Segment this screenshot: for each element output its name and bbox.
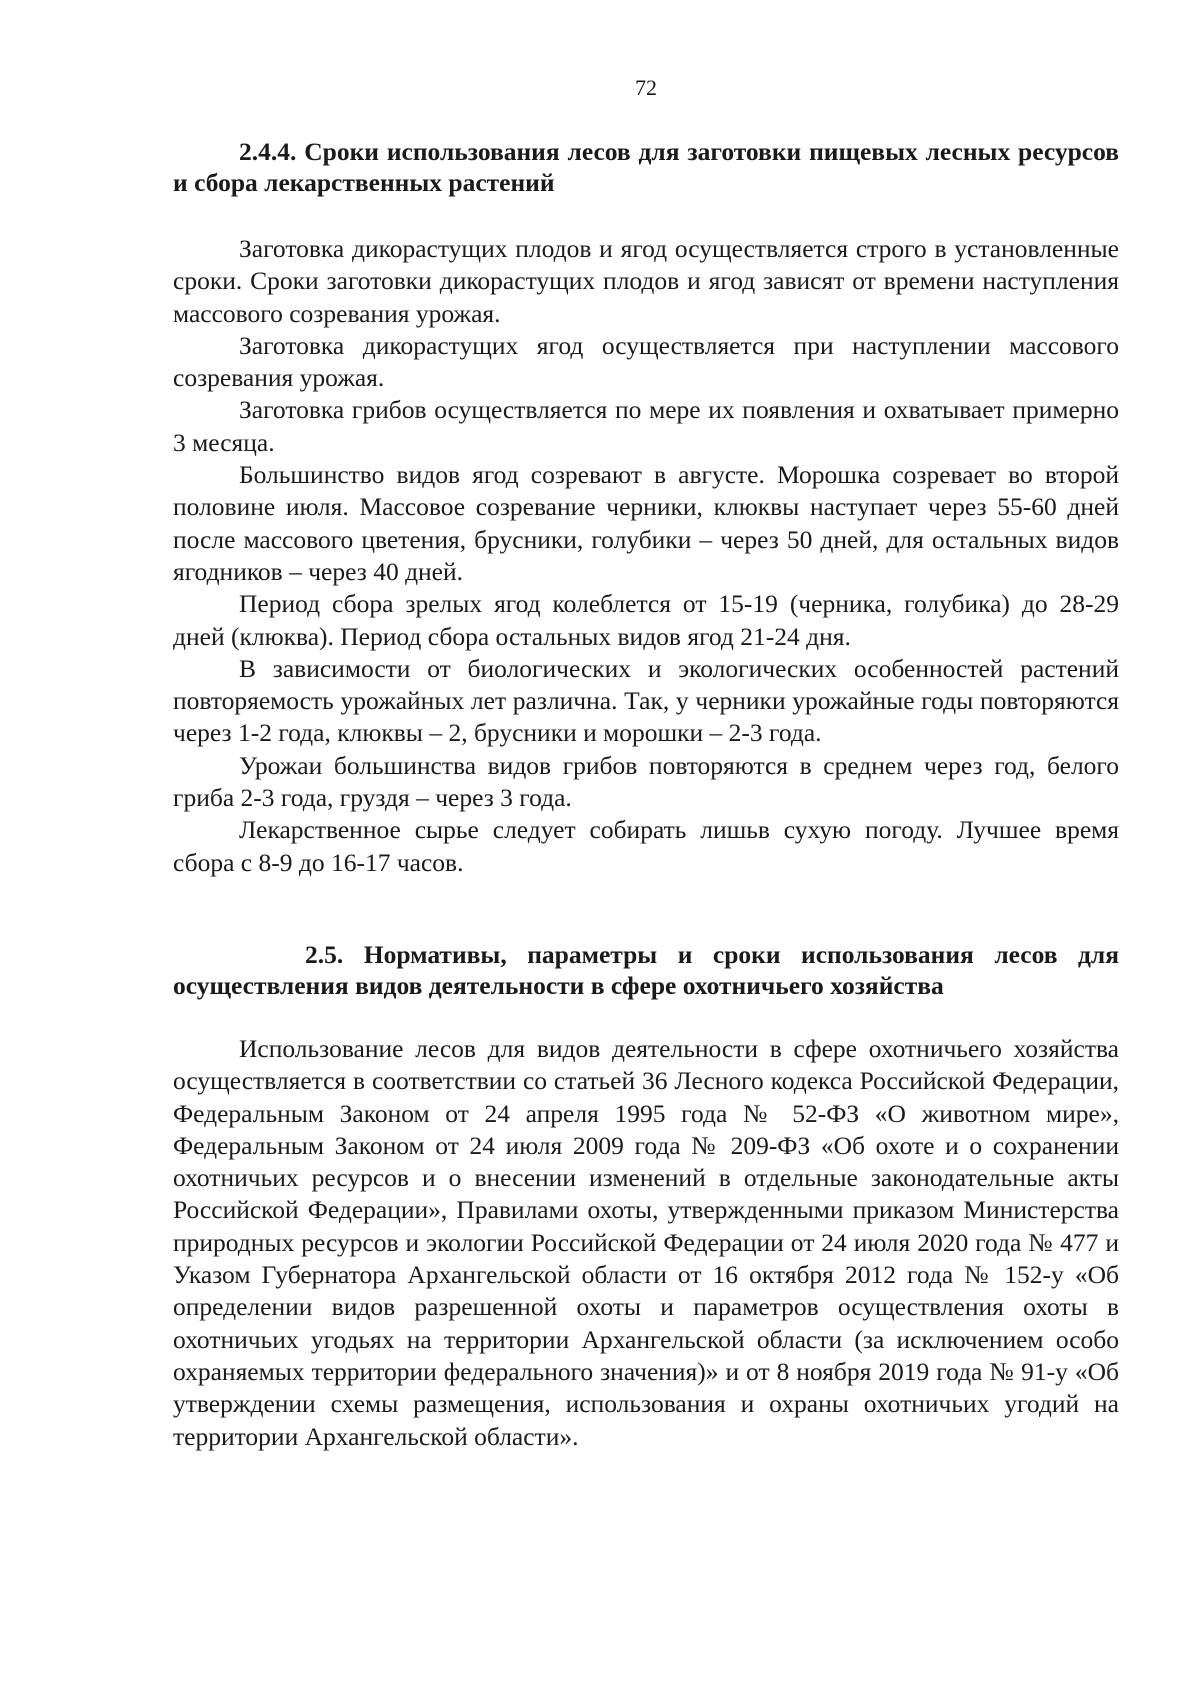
paragraph: Урожаи большинства видов грибов повторяются в среднем через год, белого гриба 2-3 года, груздя – через 3 года. (173, 750, 1119, 813)
document-page (173, 0, 1119, 1697)
section-body-2-4-4 (173, 233, 1119, 879)
section-title: Нормативы, параметры и сроки использования лесов для осуществления видов деятельности в сфере охотничьего хозяйства (173, 940, 1119, 1000)
paragraph: Заготовка грибов осуществляется по мере их появления и охватывает примерно 3 месяца. (173, 395, 1119, 457)
paragraph: В зависимости от биологических и экологических особенностей растений повторяемость урожайных лет различна. Так, у черники урожайные годы повторяются через 1-2 года, клюквы – 2, брусники и морошки – 2-3 года. (173, 653, 1119, 748)
paragraph: Большинство видов ягод созревают в августе. Морошка созревает во второй половине июля. Массовое созревание черники, клюквы наступает через 55-60 дней после массового цветения, брусники, голубики – через 50 дней, для остальных видов ягодников – через 40 дней. (173, 460, 1119, 586)
paragraph: Период сбора зрелых ягод колеблется от 15-19 (черника, голубика) до 28-29 дней (клюква). Период сбора остальных видов ягод 21-24 дня. (173, 589, 1119, 651)
paragraph: Лекарственное сырье следует собирать лишьв сухую погоду. Лучшее время сбора с 8-9 до 16-17 часов. (173, 815, 1119, 877)
section-heading-2-4-4: 2.4.4. Сроки использования лесов для заготовки пищевых лесных ресурсов и сбора лекарственных растений (173, 137, 1119, 197)
section-number: 2.5. (305, 940, 344, 969)
section-body-2-5 (173, 1033, 1119, 1453)
page-number: 72 (635, 75, 657, 100)
section-heading-2-5 (173, 939, 1119, 1001)
paragraph: Заготовка дикорастущих ягод осуществляется при наступлении массового созревания урожая. (173, 330, 1119, 393)
paragraph: Заготовка дикорастущих плодов и ягод осуществляется строго в установленные сроки. Сроки заготовки дикорастущих плодов и ягод зависят от времени наступления массового созревания урожая. (173, 234, 1119, 328)
paragraph: Использование лесов для видов деятельности в сфере охотничьего хозяйства осуществляется в соответствии со статьей 36 Лесного кодекса Российской Федерации, Федеральным Законом от 24 апреля 1995 года № 52-ФЗ «О животном мире», Федеральным Законом от 24 июля 2009 года № 209-ФЗ «Об охоте и о сохранении охотничьих ресурсов и о внесении изменений в отдельные законодательные акты Российской Федерации», Правилами охоты, утвержденными приказом Министерства природных ресурсов и экологии Российской Федерации от 24 июля 2020 года № 477 и Указом Губернатора Архангельской области от 16 октября 2012 года № 152-у «Об определении видов разрешенной охоты и параметров осуществления охоты в охотничьих угодьях на территории Архангельской области (за исключением особо охраняемых территории федерального значения)» и от 8 ноября 2019 года № 91-у «Об утверждении схемы размещения, использования и охраны охотничьих угодий на территории Архангельской области». (173, 1034, 1119, 1451)
